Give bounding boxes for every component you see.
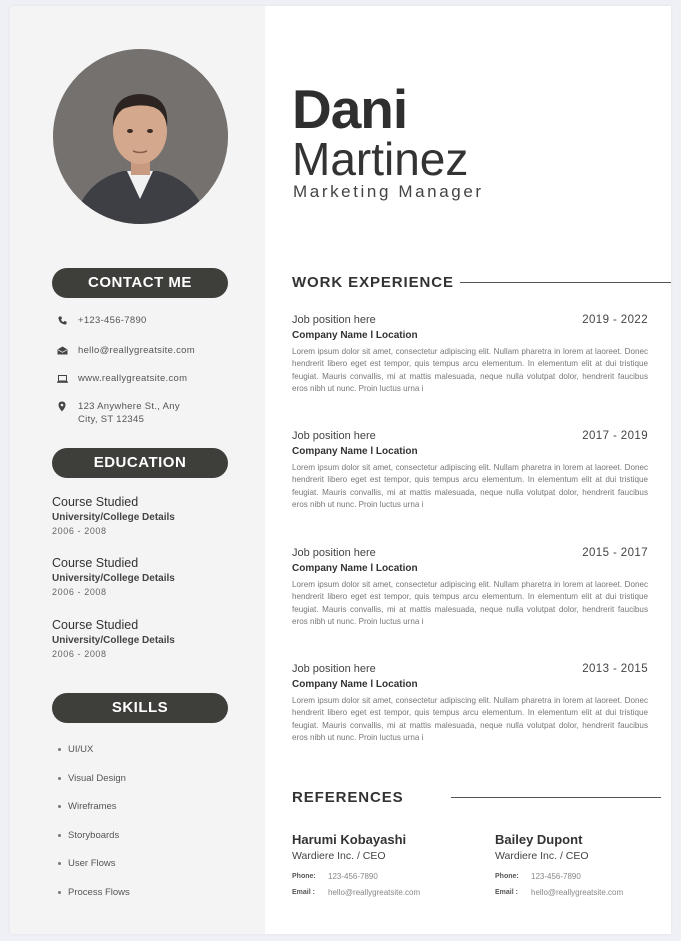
job-entry bbox=[292, 430, 648, 512]
contact-website bbox=[54, 372, 187, 385]
bullet-icon bbox=[58, 805, 61, 808]
course-name: Course Studied bbox=[52, 618, 139, 632]
education-heading: EDUCATION bbox=[52, 448, 228, 478]
job-years: 2019 - 2022 bbox=[582, 314, 648, 326]
email-label: Email : bbox=[292, 889, 315, 896]
skill-item bbox=[58, 801, 117, 812]
email-label: Email : bbox=[495, 889, 518, 896]
education-years: 2006 - 2008 bbox=[52, 587, 107, 597]
references-heading: REFERENCES bbox=[292, 789, 404, 806]
bullet-icon bbox=[58, 748, 61, 751]
email-text: hello@reallygreatsite.com bbox=[78, 345, 195, 356]
phone-label: Phone: bbox=[495, 873, 519, 880]
profile-photo bbox=[53, 49, 228, 224]
contact-heading: CONTACT ME bbox=[52, 268, 228, 298]
contact-phone bbox=[54, 314, 147, 327]
website-text: www.reallygreatsite.com bbox=[78, 373, 188, 384]
job-description: Lorem ipsum dolor sit amet, consectetur adipiscing elit. Nullam pharetra in lorem at laoreet. Donec hendrerit libero eget est tempor, quis tempus arcu elementum. In elementum elit at dui tristique feugiat. Mauris convallis, mi at mattis malesuada, neque nulla volutpat dolor, hendrerit faucibus eros nibh ut nunc. Proin luctus urna i bbox=[292, 696, 648, 743]
job-years: 2015 - 2017 bbox=[582, 547, 648, 559]
job-position: Job position here bbox=[292, 314, 376, 326]
education-item bbox=[52, 617, 175, 660]
phone-label: Phone: bbox=[292, 873, 316, 880]
first-name: Dani bbox=[292, 78, 408, 140]
job-entry bbox=[292, 314, 648, 396]
skill-label: User Flows bbox=[68, 858, 116, 869]
job-position: Job position here bbox=[292, 663, 376, 675]
mail-icon bbox=[54, 344, 70, 357]
job-description: Lorem ipsum dolor sit amet, consectetur adipiscing elit. Nullam pharetra in lorem at laoreet. Donec hendrerit libero eget est tempor, quis tempus arcu elementum. In elementum elit at dui tristique feugiat. Mauris convallis, mi at mattis malesuada, neque nulla volutpat dolor, hendrerit faucibus eros nibh ut nunc. Proin luctus urna i bbox=[292, 463, 648, 510]
job-description: Lorem ipsum dolor sit amet, consectetur adipiscing elit. Nullam pharetra in lorem at laoreet. Donec hendrerit libero eget est tempor, quis tempus arcu elementum. In elementum elit at dui tristique feugiat. Mauris convallis, mi at mattis malesuada, neque nulla volutpat dolor, hendrerit faucibus eros nibh ut nunc. Proin luctus urna i bbox=[292, 580, 648, 627]
bullet-icon bbox=[58, 862, 61, 865]
course-name: Course Studied bbox=[52, 556, 139, 570]
education-years: 2006 - 2008 bbox=[52, 649, 107, 659]
work-experience-heading: WORK EXPERIENCE bbox=[292, 274, 454, 291]
resume-page bbox=[10, 6, 671, 934]
skill-label: UI/UX bbox=[68, 744, 94, 755]
location-pin-icon bbox=[54, 400, 70, 413]
contact-address bbox=[54, 400, 180, 426]
phone-icon bbox=[54, 314, 70, 327]
reference-card bbox=[495, 831, 680, 898]
education-item bbox=[52, 494, 175, 537]
job-years: 2017 - 2019 bbox=[582, 430, 648, 442]
skill-item bbox=[58, 887, 130, 898]
bullet-icon bbox=[58, 891, 61, 894]
company-name: Company Name l Location bbox=[292, 330, 418, 341]
bullet-icon bbox=[58, 834, 61, 837]
skill-label: Wireframes bbox=[68, 801, 117, 812]
skill-item bbox=[58, 830, 119, 841]
section-divider bbox=[460, 282, 671, 283]
sidebar bbox=[10, 6, 265, 934]
job-description: Lorem ipsum dolor sit amet, consectetur adipiscing elit. Nullam pharetra in lorem at laoreet. Donec hendrerit libero eget est tempor, quis tempus arcu elementum. In elementum elit at dui tristique feugiat. Mauris convallis, mi at mattis malesuada, neque nulla volutpat dolor, hendrerit faucibus eros nibh ut nunc. Proin luctus urna i bbox=[292, 347, 648, 394]
reference-email: hello@reallygreatsite.com bbox=[328, 888, 421, 897]
address-line-2: City, ST 12345 bbox=[78, 414, 145, 425]
skill-label: Storyboards bbox=[68, 830, 120, 841]
contact-email bbox=[54, 344, 195, 357]
company-name: Company Name l Location bbox=[292, 679, 418, 690]
skill-label: Process Flows bbox=[68, 887, 130, 898]
company-name: Company Name l Location bbox=[292, 446, 418, 457]
section-divider bbox=[451, 797, 661, 798]
skill-item bbox=[58, 744, 93, 755]
job-years: 2013 - 2015 bbox=[582, 663, 648, 675]
skill-label: Visual Design bbox=[68, 773, 126, 784]
job-entry bbox=[292, 547, 648, 629]
job-title: Marketing Manager bbox=[293, 182, 484, 201]
reference-name: Bailey Dupont bbox=[495, 832, 583, 847]
laptop-icon bbox=[54, 372, 70, 385]
reference-email: hello@reallygreatsite.com bbox=[531, 888, 624, 897]
university-details: University/College Details bbox=[52, 635, 175, 646]
reference-name: Harumi Kobayashi bbox=[292, 832, 407, 847]
job-position: Job position here bbox=[292, 547, 376, 559]
university-details: University/College Details bbox=[52, 573, 175, 584]
university-details: University/College Details bbox=[52, 512, 175, 523]
address-line-1: 123 Anywhere St., Any bbox=[78, 401, 180, 412]
reference-role: Wardiere Inc. / CEO bbox=[292, 850, 386, 862]
skill-item bbox=[58, 858, 116, 869]
bullet-icon bbox=[58, 777, 61, 780]
last-name: Martinez bbox=[292, 133, 469, 185]
job-entry bbox=[292, 663, 648, 745]
reference-card bbox=[292, 831, 477, 898]
course-name: Course Studied bbox=[52, 495, 139, 509]
company-name: Company Name l Location bbox=[292, 563, 418, 574]
skills-heading: SKILLS bbox=[52, 693, 228, 723]
education-years: 2006 - 2008 bbox=[52, 526, 107, 536]
reference-phone: 123-456-7890 bbox=[531, 872, 581, 881]
job-position: Job position here bbox=[292, 430, 376, 442]
phone-text: +123-456-7890 bbox=[78, 315, 147, 326]
education-item bbox=[52, 555, 175, 598]
reference-phone: 123-456-7890 bbox=[328, 872, 378, 881]
reference-role: Wardiere Inc. / CEO bbox=[495, 850, 589, 862]
skill-item bbox=[58, 773, 126, 784]
